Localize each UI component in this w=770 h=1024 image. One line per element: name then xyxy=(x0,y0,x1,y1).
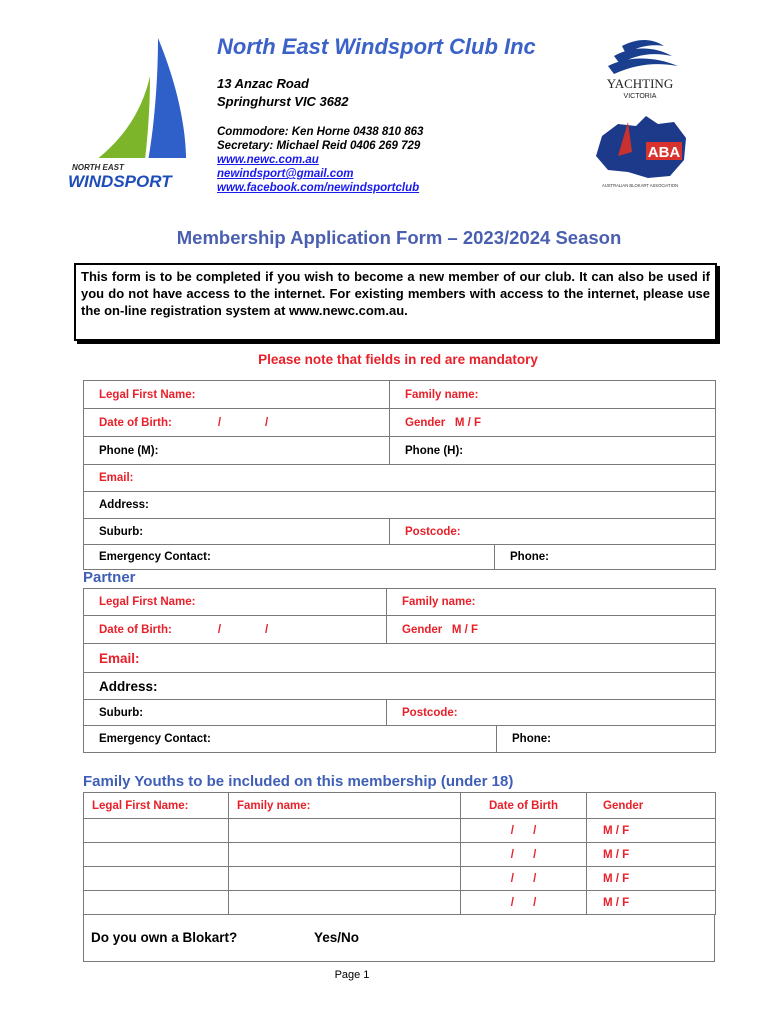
member-dob-field[interactable] xyxy=(84,409,390,437)
mandatory-note: Please note that fields in red are mandatory xyxy=(258,352,538,367)
youth-dob-cell[interactable] xyxy=(461,891,587,915)
member-table xyxy=(83,380,716,570)
youth-gender-cell[interactable] xyxy=(587,867,716,891)
partner-table xyxy=(83,588,716,753)
partner-suburb-field[interactable] xyxy=(84,700,387,726)
youth-dob-blank: / / xyxy=(510,848,537,861)
youth-gender-cell[interactable] xyxy=(587,891,716,915)
aba-logo xyxy=(588,112,692,190)
partner-emergency-phone-label: Phone: xyxy=(512,733,551,745)
youth-col-family-name-label: Family name: xyxy=(237,799,311,812)
youth-gender-cell[interactable] xyxy=(587,819,716,843)
partner-emergency-field[interactable] xyxy=(84,726,497,753)
table-row xyxy=(84,819,716,843)
partner-email-field[interactable] xyxy=(84,644,716,673)
table-row xyxy=(84,867,716,891)
member-emergency-label: Emergency Contact: xyxy=(99,551,211,563)
partner-postcode-label: Postcode: xyxy=(402,706,458,719)
youth-first-name-cell[interactable] xyxy=(84,843,229,867)
partner-family-name-label: Family name: xyxy=(402,596,476,608)
member-emergency-phone-field[interactable] xyxy=(495,545,716,570)
commodore-contact: Commodore: Ken Horne 0438 810 863 xyxy=(217,126,424,138)
partner-emergency-label: Emergency Contact: xyxy=(99,733,211,745)
youths-heading: Family Youths to be included on this membership (under 18) xyxy=(83,773,514,790)
youth-gender-blank: M / F xyxy=(603,872,630,885)
youth-col-gender-label: Gender xyxy=(603,799,644,812)
table-row xyxy=(84,843,716,867)
table-row xyxy=(84,891,716,915)
logo-text-north-east: NORTH EAST xyxy=(72,163,124,172)
club-name: North East Windsport Club Inc xyxy=(217,34,536,59)
partner-heading: Partner xyxy=(83,569,136,586)
logo-text-aba: ABA xyxy=(647,144,681,161)
intro-text: This form is to be completed if you wish to become a new member of our club. It can also be used if you do not have access to the internet. For existing members with access to the internet, please use the on-line registration system at www.newc.com.au. xyxy=(81,269,710,318)
member-suburb-field[interactable] xyxy=(84,519,390,545)
youth-col-gender xyxy=(587,793,716,819)
logo-text-windsport: WINDSPORT xyxy=(68,172,172,191)
blokart-question-box xyxy=(83,914,715,962)
member-family-name-label: Family name: xyxy=(405,388,479,401)
youth-dob-blank: / / xyxy=(510,872,537,885)
blokart-answer-option[interactable]: Yes/No xyxy=(314,930,360,945)
member-address-field[interactable] xyxy=(84,492,716,519)
website-link[interactable]: www.newc.com.au xyxy=(217,154,319,166)
partner-first-name-field[interactable] xyxy=(84,589,387,616)
address-line-1: 13 Anzac Road xyxy=(217,76,309,91)
member-phone-h-field[interactable] xyxy=(390,437,716,465)
youth-col-dob-label: Date of Birth xyxy=(489,799,558,812)
member-postcode-label: Postcode: xyxy=(405,525,461,538)
partner-family-name-field[interactable] xyxy=(387,589,716,616)
member-suburb-label: Suburb: xyxy=(99,525,144,538)
youth-dob-cell[interactable] xyxy=(461,843,587,867)
member-address-label: Address: xyxy=(99,499,149,511)
partner-gender-field[interactable] xyxy=(387,616,716,644)
member-email-field[interactable] xyxy=(84,465,716,492)
member-phone-h-label: Phone (H): xyxy=(405,444,464,457)
partner-address-label: Address: xyxy=(99,678,158,694)
youth-gender-blank: M / F xyxy=(603,824,630,837)
intro-box xyxy=(74,263,717,341)
partner-dob-label: Date of Birth: xyxy=(99,623,172,636)
youth-first-name-cell[interactable] xyxy=(84,867,229,891)
partner-first-name-label: Legal First Name: xyxy=(99,596,196,608)
youth-col-first-name xyxy=(84,793,229,819)
youths-table xyxy=(83,792,716,915)
member-phone-m-label: Phone (M): xyxy=(99,444,159,457)
email-link[interactable]: newindsport@gmail.com xyxy=(217,168,354,180)
member-family-name-field[interactable] xyxy=(390,381,716,409)
partner-postcode-field[interactable] xyxy=(387,700,716,726)
member-postcode-field[interactable] xyxy=(390,519,716,545)
youth-gender-cell[interactable] xyxy=(587,843,716,867)
partner-suburb-label: Suburb: xyxy=(99,706,144,719)
facebook-link[interactable]: www.facebook.com/newindsportclub xyxy=(217,182,420,194)
page-number: Page 1 xyxy=(334,969,370,981)
youth-dob-blank: / / xyxy=(510,896,537,909)
form-title: Membership Application Form – 2023/2024 Season xyxy=(176,227,622,248)
youth-dob-cell[interactable] xyxy=(461,867,587,891)
member-first-name-label: Legal First Name: xyxy=(99,388,196,401)
youth-dob-cell[interactable] xyxy=(461,819,587,843)
youth-family-name-cell[interactable] xyxy=(229,819,461,843)
youth-first-name-cell[interactable] xyxy=(84,891,229,915)
member-first-name-field[interactable] xyxy=(84,381,390,409)
secretary-contact: Secretary: Michael Reid 0406 269 729 xyxy=(217,140,421,152)
dob-slash: / xyxy=(265,623,269,636)
youth-first-name-cell[interactable] xyxy=(84,819,229,843)
youth-col-family-name xyxy=(229,793,461,819)
address-line-2: Springhurst VIC 3682 xyxy=(217,94,349,109)
youth-col-dob xyxy=(461,793,587,819)
partner-dob-field[interactable] xyxy=(84,616,387,644)
blokart-question: Do you own a Blokart? xyxy=(91,930,238,945)
youth-family-name-cell[interactable] xyxy=(229,891,461,915)
member-emergency-field[interactable] xyxy=(84,545,495,570)
member-email-label: Email: xyxy=(99,472,134,484)
windsport-logo xyxy=(62,32,208,194)
logo-text-yachting: YACHTING xyxy=(606,76,674,91)
logo-text-aba-sub: AUSTRALIAN BLOKART ASSOCIATION xyxy=(601,183,679,188)
member-phone-m-field[interactable] xyxy=(84,437,390,465)
member-gender-field[interactable] xyxy=(390,409,716,437)
logo-text-victoria: VICTORIA xyxy=(623,93,657,100)
youth-gender-blank: M / F xyxy=(603,848,630,861)
youth-col-first-name-label: Legal First Name: xyxy=(92,799,189,812)
member-gender-label: Gender M / F xyxy=(405,416,482,429)
dob-slash: / xyxy=(217,623,222,636)
partner-address-field[interactable] xyxy=(84,673,716,700)
member-emergency-phone-label: Phone: xyxy=(510,551,549,563)
youth-family-name-cell[interactable] xyxy=(229,867,461,891)
dob-slash: / xyxy=(265,416,269,429)
partner-gender-label: Gender M / F xyxy=(402,623,479,636)
partner-emergency-phone-field[interactable] xyxy=(497,726,716,753)
member-dob-label: Date of Birth: xyxy=(99,416,172,429)
yachting-victoria-logo xyxy=(592,36,688,102)
youth-family-name-cell[interactable] xyxy=(229,843,461,867)
youth-gender-blank: M / F xyxy=(603,896,630,909)
youth-dob-blank: / / xyxy=(510,824,537,837)
partner-email-label: Email: xyxy=(99,650,140,666)
dob-slash: / xyxy=(217,416,222,429)
